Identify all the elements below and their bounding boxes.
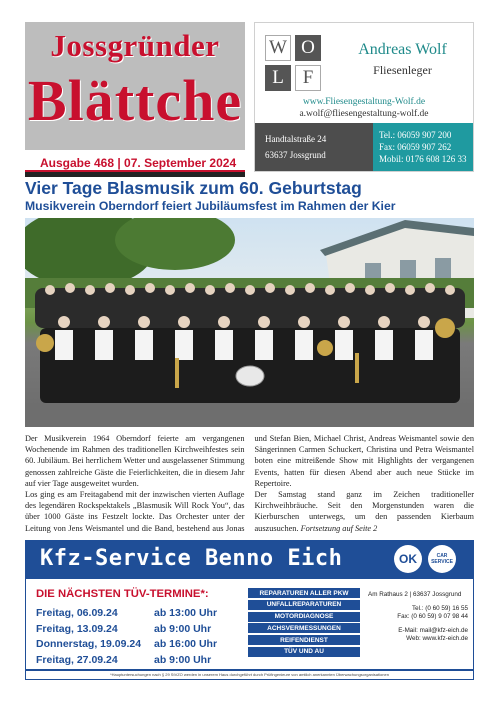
masthead-divider — [25, 172, 245, 177]
tuv-date-row — [36, 607, 246, 623]
kfz-title: Kfz-Service Benno Eich — [40, 546, 343, 571]
tuv-time: ab 9:00 Uhr — [154, 653, 212, 666]
ad-website-link[interactable]: www.Fliesengestaltung-Wolf.de — [302, 97, 426, 107]
car-service-logo-icon: CAR SERVICE — [428, 545, 456, 573]
wolf-logo-letter: O — [295, 35, 321, 61]
kfz-footnote: *Hauptuntersuchungen nach § 29 StVZO werden in unserem Haus durchgeführt durch Prüfingenieure von amtlich anerkannten Überwachungsorganisationen — [110, 672, 389, 677]
article-paragraph — [255, 489, 475, 534]
tuv-date-row — [36, 623, 246, 639]
tuv-time: ab 13:00 Uhr — [154, 607, 218, 619]
article-headline: Vier Tage Blasmusik zum 60. Geburtstag — [25, 178, 362, 198]
tuv-date: Freitag, 06.09.24 — [36, 607, 118, 619]
wolf-logo-letter: L — [265, 65, 291, 91]
band-photo-illustration — [25, 218, 474, 427]
ad-fax: Fax: 06059 907 262 — [379, 142, 452, 152]
tuv-date-row — [36, 654, 246, 670]
tuv-dates — [36, 607, 246, 669]
article-paragraph-text: Der Samstag stand ganz im Zeichen traditioneller Kirchweihbräuche. Seit den Morgenstunden waren die Kierburschen unterwegs, um den passenden Kierbaum auszusuchen. — [254, 490, 474, 533]
masthead — [25, 22, 245, 172]
ok-logo-icon: OK — [394, 545, 422, 573]
kfz-header — [26, 541, 473, 579]
kfz-tel: Tel.: (0 60 59) 16 55 — [411, 605, 468, 612]
tuv-time: ab 16:00 Uhr — [154, 638, 218, 650]
service-item: UNFALLREPARATUREN — [248, 600, 360, 610]
article-body — [25, 433, 474, 538]
masthead-title-line1: Jossgründer — [50, 28, 220, 63]
ad-mobil: Mobil: 0176 608 126 33 — [379, 154, 467, 164]
ad-trade: Fliesenleger — [373, 63, 432, 77]
wolf-logo-letter: F — [295, 65, 321, 91]
kfz-services — [248, 588, 360, 659]
tuv-heading: DIE NÄCHSTEN TÜV-TERMINE*: — [36, 588, 209, 600]
tuv-date: Freitag, 13.09.24 — [36, 622, 118, 635]
kfz-email-link[interactable]: E-Mail: mail@kfz-eich.de — [398, 627, 468, 634]
continued-link[interactable]: Fortsetzung auf Seite 2 — [300, 523, 378, 533]
article-paragraph: Los ging es am Freitagabend mit der inzwischen vierten Auflage des legendären Rockspektakels „Blasmusik Will Rock You“, das über 1000 Gäste ins Festzelt lockte. Das Orchester unter der Leitung von Jens Weismantel und die Band, bestehend aus Jonas und Stefan Bien, Michael Christ, Andreas Weismantel sowie den Sängerinnen Carmen Schuckert, Christina und Petra Weismantel boten eine mitreißende Show mit Highlights der vergangenen Events, hatten für diesen Abend aber auch neue Stücke im Repertoire. — [25, 434, 474, 533]
ad-street: Handtalstraße 24 — [265, 134, 327, 144]
ad-contact-bar — [255, 123, 473, 171]
ad-address — [255, 123, 373, 171]
issue-label: Ausgabe 468 | 07. September 2024 — [40, 156, 237, 170]
kfz-divider — [26, 669, 473, 671]
tuv-time: ab 9:00 Uhr — [154, 622, 212, 635]
kfz-address: Am Rathaus 2 | 63637 Jossgrund — [368, 591, 462, 598]
kfz-web-link[interactable]: Web: www.kfz-eich.de — [406, 635, 468, 642]
article-photo — [25, 218, 474, 427]
service-item: TÜV UND AU — [248, 647, 360, 657]
ad-tel: Tel.: 06059 907 200 — [379, 130, 452, 140]
ad-company-name: Andreas Wolf — [358, 41, 447, 58]
tuv-date: Donnerstag, 19.09.24 — [36, 638, 142, 650]
ad-kfz-service[interactable] — [25, 540, 474, 680]
service-item: REPARATUREN ALLER PKW — [248, 588, 360, 598]
ad-phones — [373, 123, 473, 171]
ad-city: 63637 Jossgrund — [265, 150, 326, 160]
masthead-title-line2: Blättche — [27, 68, 243, 133]
kfz-contact — [368, 591, 468, 643]
masthead-logo — [25, 22, 245, 150]
tuv-date-row — [36, 638, 246, 654]
article-paragraph: Der Musikverein 1964 Oberndorf feierte am vergangenen Wochenende im Rahmen des traditionellen Kirchweihfestes sein 60. Jubiläum. Bei herrlichem Wetter und ausgelassener Stimmung genossen zahlreiche Gäste die Feierlichkeiten, die in diesem Jahr auf vier Tage ausgeweitet wurden. — [25, 434, 245, 488]
ad-fliesenleger[interactable] — [254, 22, 474, 172]
article-subheadline: Musikverein Oberndorf feiert Jubiläumsfest im Rahmen der Kier — [25, 199, 396, 213]
wolf-logo-letter: W — [265, 35, 291, 61]
ad-email-link[interactable]: a.wolf@fliesengestaltung-wolf.de — [299, 109, 429, 119]
service-item: MOTORDIAGNOSE — [248, 612, 360, 622]
service-item: REIFENDIENST — [248, 635, 360, 645]
tuv-date: Freitag, 27.09.24 — [36, 653, 118, 666]
issue-bar — [25, 155, 245, 172]
kfz-fax: Fax: (0 60 59) 9 07 98 44 — [397, 613, 468, 620]
wolf-logo — [265, 35, 321, 91]
service-item: ACHSVERMESSUNGEN — [248, 623, 360, 633]
